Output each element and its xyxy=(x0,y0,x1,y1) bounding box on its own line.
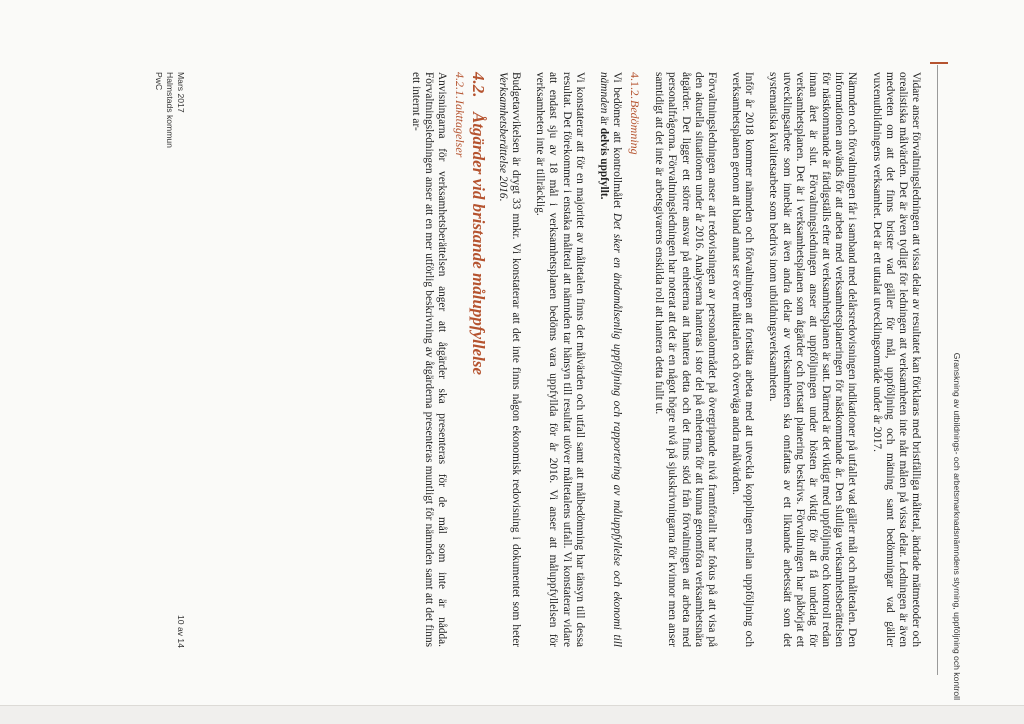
section-title: Bedömning xyxy=(628,100,643,155)
paragraph: Nämnden och förvaltningen får i samband med delårsredovisningen indikationer på utfallet vad gäller mål och måltetalen. Den informationen används för att arbeta med verksamhetsplaneringen för nästkommande år. Den slutliga verksamhetsberättelsen för nästkommande är färdigställs efter att verksamhetsplanen är satt. Därmed är det viktigt med uppföljning och kontroll redan innan året är slut. Förvaltningsledningen anser att uppföljningen under hösten är viktig för att få underlag för verksamhetsplanen. Det är i verksamhetsplanen som åtgärder och fortsatt planering beskrivs. Förvaltningen har påbörjat ett utvecklingsarbete som innebär att även andra delar av verksamheten ska omfattas av ett liknande arbetssätt som det systematiska kvalitetsarbete som bedrivs inom utbildningsverksamheten. xyxy=(767,72,859,647)
section-heading xyxy=(452,72,465,647)
italic-document-name: Verksamhetsberättelse 2016 xyxy=(496,72,509,199)
footer-date: Mars 2017 xyxy=(176,72,186,113)
document-body xyxy=(398,72,922,647)
paragraph: Anvisningarna för verksamhetsberättelsen anger att åtgärder ska presenteras för de mål som inte är nådda. Förvaltningsledningen anser att en mer utförlig beskrivning av åtgärderna presenteras muntligt för nämnden samt att det finns ett internt ar- xyxy=(410,72,449,647)
section-heading-major xyxy=(468,72,488,647)
section-number: 4.1.2. xyxy=(628,72,643,99)
paragraph: Vi konstaterar att för en majoritet av måltetalen finns det målvärden och utfall samt att målbedömning har tänsyn till dessa resultat. Det förekommer i enstaka måltetal att nämnden tar hänsyn till resultat utöver måltetalens utfall. Vi konstaterar vidare att endast sju av 18 mål i verksamhetsplanen bedöms vara uppfyllda för år 2016. Vi anser att måluppfyllelsen för verksamheten inte är tillräcklig. xyxy=(534,72,586,647)
footer-org: Halmstads kommun xyxy=(165,72,175,148)
section-number: 4.2.1. xyxy=(452,72,467,99)
paragraph: Inför år 2018 kommer nämnden och förvaltningen att fortsätta arbeta med att utveckla kopplingen mellan uppföljning och verksamhetsplanen genom att bland annat ser över måltetalen och överväga andra målvärden. xyxy=(730,72,756,647)
paragraph xyxy=(597,72,623,647)
header-accent-bar xyxy=(930,62,948,64)
section-title: Iakttagelser xyxy=(452,100,467,158)
bold-assessment: delvis uppfyllt. xyxy=(597,127,610,200)
text-span: . xyxy=(496,198,509,202)
paragraph xyxy=(496,72,522,647)
text-span: är xyxy=(597,113,610,128)
paragraph: Vidare anser förvaltningsledningen att vissa delar av resultatet kan förklaras med bristfälliga måltetal, ändrade mätmetoder och orealistiska målvärden. Det är även tydligt för ledningen att verksamheten inte nått målen på vissa delar. Ledningen är även medveten om att det finns brister vad gäller för mål, uppföljning och mätning samt bedömningar vad gäller vuxenutbildningens verksamhet. Det är ett uttalat utvecklingsområde under år 2017. xyxy=(870,72,922,647)
italic-control-objective: Det sker en ändamålsenlig uppföljning och rapportering av måluppfyllelse och ekonomi till nämnden xyxy=(597,72,624,648)
page-footer-left xyxy=(153,72,186,148)
text-span: Budgetavvikelsen är drygt 33 mnkr. Vi konstaterar att det inte finns någon ekonomisk redovisning i dokumentet som heter xyxy=(510,72,523,647)
header-rule xyxy=(937,65,938,675)
section-heading xyxy=(628,72,641,647)
paragraph: Förvaltningsledningen anser att redovisningen av personalområdet på övergripande nivå framförallt har fokus på att visa på den aktuella situationen under år 2016. Analyserna hanteras i stor del på enheterna för att kunna genomföra verksamhetsnära åtgärder. Det ligger ett större ansvar på enheterna att hantera detta och det finns stöd från förvaltningen att arbeta med personalfrågorna. Förvaltningsledningen har noterat att det är en något högre nivå på sjukskrivningarna för kvinnor men anser samtidigt att det inte är arbetsgivarens enskilda roll att hantera detta fullt ut. xyxy=(653,72,718,647)
footer-company: PwC xyxy=(154,72,164,91)
page-number: 10 av 14 xyxy=(176,615,186,648)
section-number: 4.2. xyxy=(468,72,488,98)
text-span: Vi bedömer att kontrollmålet xyxy=(611,72,624,213)
section-title: Åtgärder vid bristande måluppfyllelse xyxy=(468,112,488,376)
page-header: Granskning av utbildnings- och arbetsmarknadsnämndens styrning, uppföljning och kontroll xyxy=(952,352,962,700)
